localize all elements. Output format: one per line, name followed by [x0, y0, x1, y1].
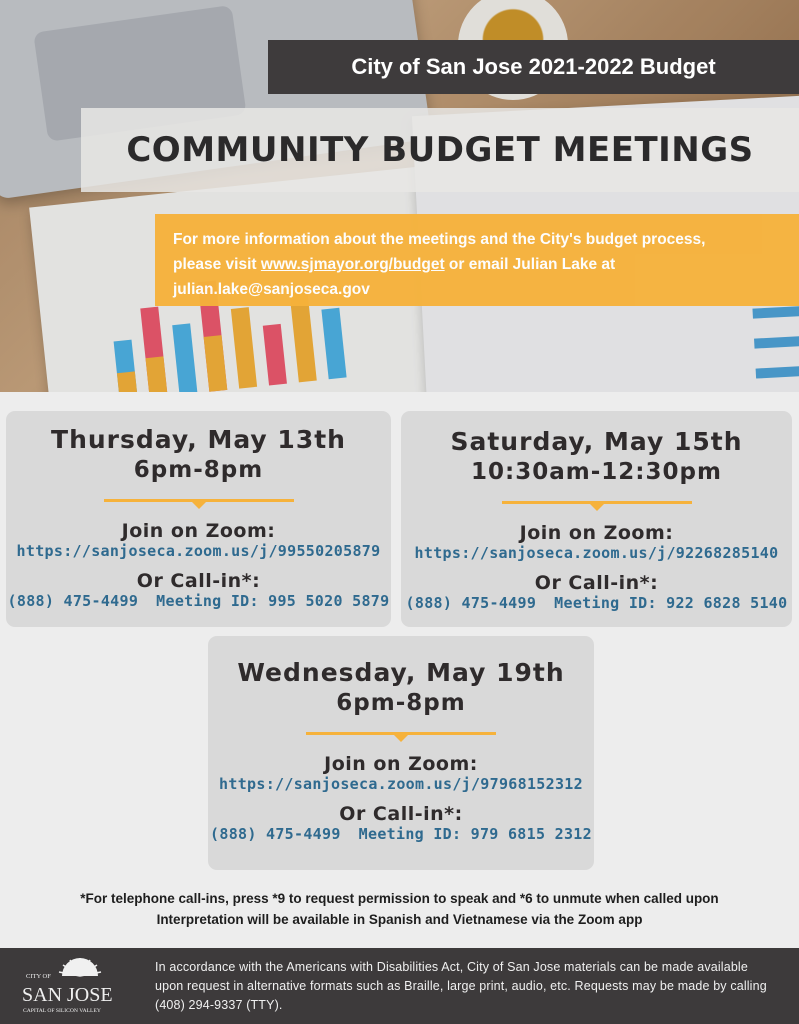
call-in-details: [6, 592, 391, 610]
meeting-time: 6pm-8pm: [336, 690, 466, 716]
ada-notice: In accordance with the Americans with Disabilities Act, City of San Jose materials can be made available upon request in alternative formats such as Braille, large print, audio, etc. Requests may be made by calling (408) 294-9337 (TTY).: [155, 960, 767, 1012]
divider: [104, 499, 294, 502]
meeting-card-saturday: [401, 411, 792, 627]
meeting-day: Saturday, May 15th: [450, 427, 743, 456]
page-title: COMMUNITY BUDGET MEETINGS: [126, 130, 754, 170]
phone-number[interactable]: (888) 475-4499: [405, 594, 537, 612]
meeting-card-thursday: [6, 411, 391, 627]
call-in-label: Or Call-in*:: [136, 570, 261, 592]
note-interpretation: Interpretation will be available in Spanish and Vietnamese via the Zoom app: [156, 912, 643, 927]
zoom-link[interactable]: https://sanjoseca.zoom.us/j/92268285140: [414, 544, 779, 562]
call-in-label: Or Call-in*:: [534, 572, 659, 594]
svg-text:SAN JOSE: SAN JOSE: [22, 984, 113, 1006]
meeting-time: 10:30am-12:30pm: [471, 459, 722, 485]
divider: [306, 732, 496, 735]
call-in-details: [208, 825, 594, 843]
phone-number[interactable]: (888) 475-4499: [7, 592, 139, 610]
meeting-card-wednesday: [208, 636, 594, 870]
info-line-1: For more information about the meetings and the City's budget process,: [173, 231, 706, 248]
svg-text:CITY OF: CITY OF: [26, 973, 51, 980]
headline-band: [81, 108, 799, 192]
info-line-2: please visit www.sjmayor.org/budget or email Julian Lake at: [173, 256, 616, 273]
meeting-day: Wednesday, May 19th: [237, 658, 565, 687]
meeting-id: Meeting ID: 979 6815 2312: [358, 825, 592, 843]
call-in-notes: [0, 888, 799, 930]
zoom-label: Join on Zoom:: [121, 520, 276, 542]
meeting-day: Thursday, May 13th: [51, 425, 346, 454]
phone-number[interactable]: (888) 475-4499: [210, 825, 341, 843]
meeting-id: Meeting ID: 922 6828 5140: [554, 594, 788, 612]
divider: [502, 501, 692, 504]
budget-website-link[interactable]: www.sjmayor.org/budget: [260, 256, 445, 273]
call-in-details: [401, 594, 792, 612]
footer: [0, 948, 799, 1024]
city-of-san-jose-logo: [16, 956, 126, 1018]
zoom-link[interactable]: https://sanjoseca.zoom.us/j/99550205879: [16, 542, 381, 560]
zoom-label: Join on Zoom:: [519, 522, 674, 544]
note-telephone: *For telephone call-ins, press *9 to request permission to speak and *6 to unmute when called upon: [80, 891, 719, 906]
zoom-label: Join on Zoom:: [324, 753, 478, 775]
info-box: [155, 214, 799, 306]
zoom-link[interactable]: https://sanjoseca.zoom.us/j/97968152312: [219, 775, 583, 793]
info-email[interactable]: julian.lake@sanjoseca.gov: [173, 281, 370, 298]
budget-title: City of San Jose 2021-2022 Budget: [268, 40, 799, 94]
meeting-id: Meeting ID: 995 5020 5879: [156, 592, 390, 610]
call-in-label: Or Call-in*:: [339, 803, 463, 825]
meeting-time: 6pm-8pm: [133, 457, 264, 483]
svg-text:CAPITAL OF SILICON VALLEY: CAPITAL OF SILICON VALLEY: [23, 1008, 101, 1014]
